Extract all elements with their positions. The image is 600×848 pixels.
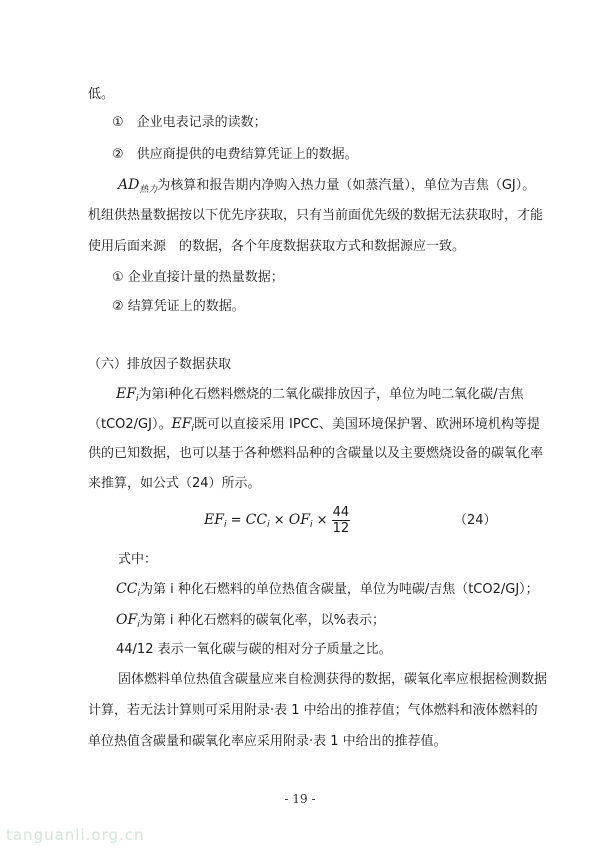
- paragraph-ef: [116, 385, 523, 408]
- variable-of: OF: [116, 612, 138, 628]
- text-line: 固体燃料单位热值含碳量应来自检测获得的数据，碳氧化率应根据检测数据: [118, 672, 548, 687]
- text-line: 计算，若无法计算则可采用附录·表 1 中给出的推荐值；气体燃料和液体燃料的: [88, 703, 538, 718]
- list-item: ① 企业直接计量的热量数据；: [112, 270, 284, 285]
- formula-times: ×: [312, 513, 332, 528]
- section-heading: （六）排放因子数据获取: [88, 357, 232, 372]
- fraction-denominator: 12: [332, 521, 350, 536]
- ef-description-2: 既可以直接采用 IPCC、美国环境保护署、欧洲环境机构等提: [193, 417, 540, 432]
- ef-description: 为第i种化石燃料燃烧的二氧化碳排放因子，单位为吨二氧化碳/吉焦: [138, 387, 524, 402]
- text-line: 机组供热量数据按以下优先序获取，只有当前面优先级的数据无法获取时，才能: [88, 208, 544, 223]
- subscript-i: i: [191, 424, 194, 434]
- of-description: 为第 i 种化石燃料的碳氧化率，以%表示；: [139, 613, 385, 628]
- paragraph-ef-cont: [88, 415, 540, 438]
- subscript-i: i: [137, 589, 140, 599]
- page-number: - 19 -: [284, 792, 316, 806]
- text-line: 使用后面来源 的数据，各个年度数据获取方式和数据源应一致。: [88, 239, 466, 254]
- paragraph-ad: [118, 176, 535, 199]
- text-line: 式中：: [118, 552, 158, 567]
- formula-fraction: [332, 505, 351, 536]
- text-line: 供的已知数据，也可以基于各种燃料品种的含碳量以及主要燃烧设备的碳氧化率: [88, 446, 544, 461]
- subscript-i: i: [135, 394, 139, 404]
- cc-description: 为第 i 种化石燃料的单位热值含碳量，单位为吨碳/吉焦（tCO2/GJ）；: [139, 582, 539, 597]
- definition-of: [116, 611, 385, 634]
- ad-description: 为核算和报告期内净购入热力量（如蒸汽量），单位为吉焦（GJ）。: [157, 178, 536, 193]
- list-item: ② 结算凭证上的数据。: [112, 299, 245, 314]
- formula-of-sub: i: [309, 520, 313, 530]
- formula-equals: =: [226, 513, 246, 528]
- variable-cc: CC: [116, 581, 138, 597]
- variable-ad: AD: [118, 177, 140, 193]
- definition-cc: [116, 580, 539, 603]
- formula-cc-sub: i: [267, 520, 270, 530]
- formula-cc: CC: [245, 512, 268, 528]
- formula: [204, 502, 350, 543]
- variable-ef: EF: [171, 416, 192, 432]
- text-line: 单位热值含碳量和碳氧化率应采用附录·表 1 中给出的推荐值。: [88, 734, 447, 749]
- text-line: 来推算，如公式（24）所示。: [88, 476, 261, 491]
- formula-times: ×: [269, 513, 289, 528]
- text-line: 低。: [88, 87, 115, 102]
- subscript-i: i: [137, 620, 140, 630]
- equation-number: （24）: [454, 513, 497, 528]
- formula-lhs: EF: [204, 512, 224, 528]
- ef-unit: （tCO2/GJ）。: [88, 417, 172, 432]
- subscript-heat: 热力: [139, 185, 158, 195]
- text-line: 44/12 表示一氧化碳与碳的相对分子质量之比。: [116, 642, 392, 657]
- watermark: tanguanli.org.cn: [6, 826, 145, 844]
- formula-of: OF: [288, 512, 310, 528]
- variable-ef: EF: [116, 386, 136, 402]
- list-item: ② 供应商提供的电费结算凭证上的数据。: [112, 147, 358, 162]
- list-item: ① 企业电表记录的读数；: [112, 115, 267, 130]
- fraction-numerator: 44: [332, 505, 350, 520]
- formula-lhs-sub: i: [223, 520, 227, 530]
